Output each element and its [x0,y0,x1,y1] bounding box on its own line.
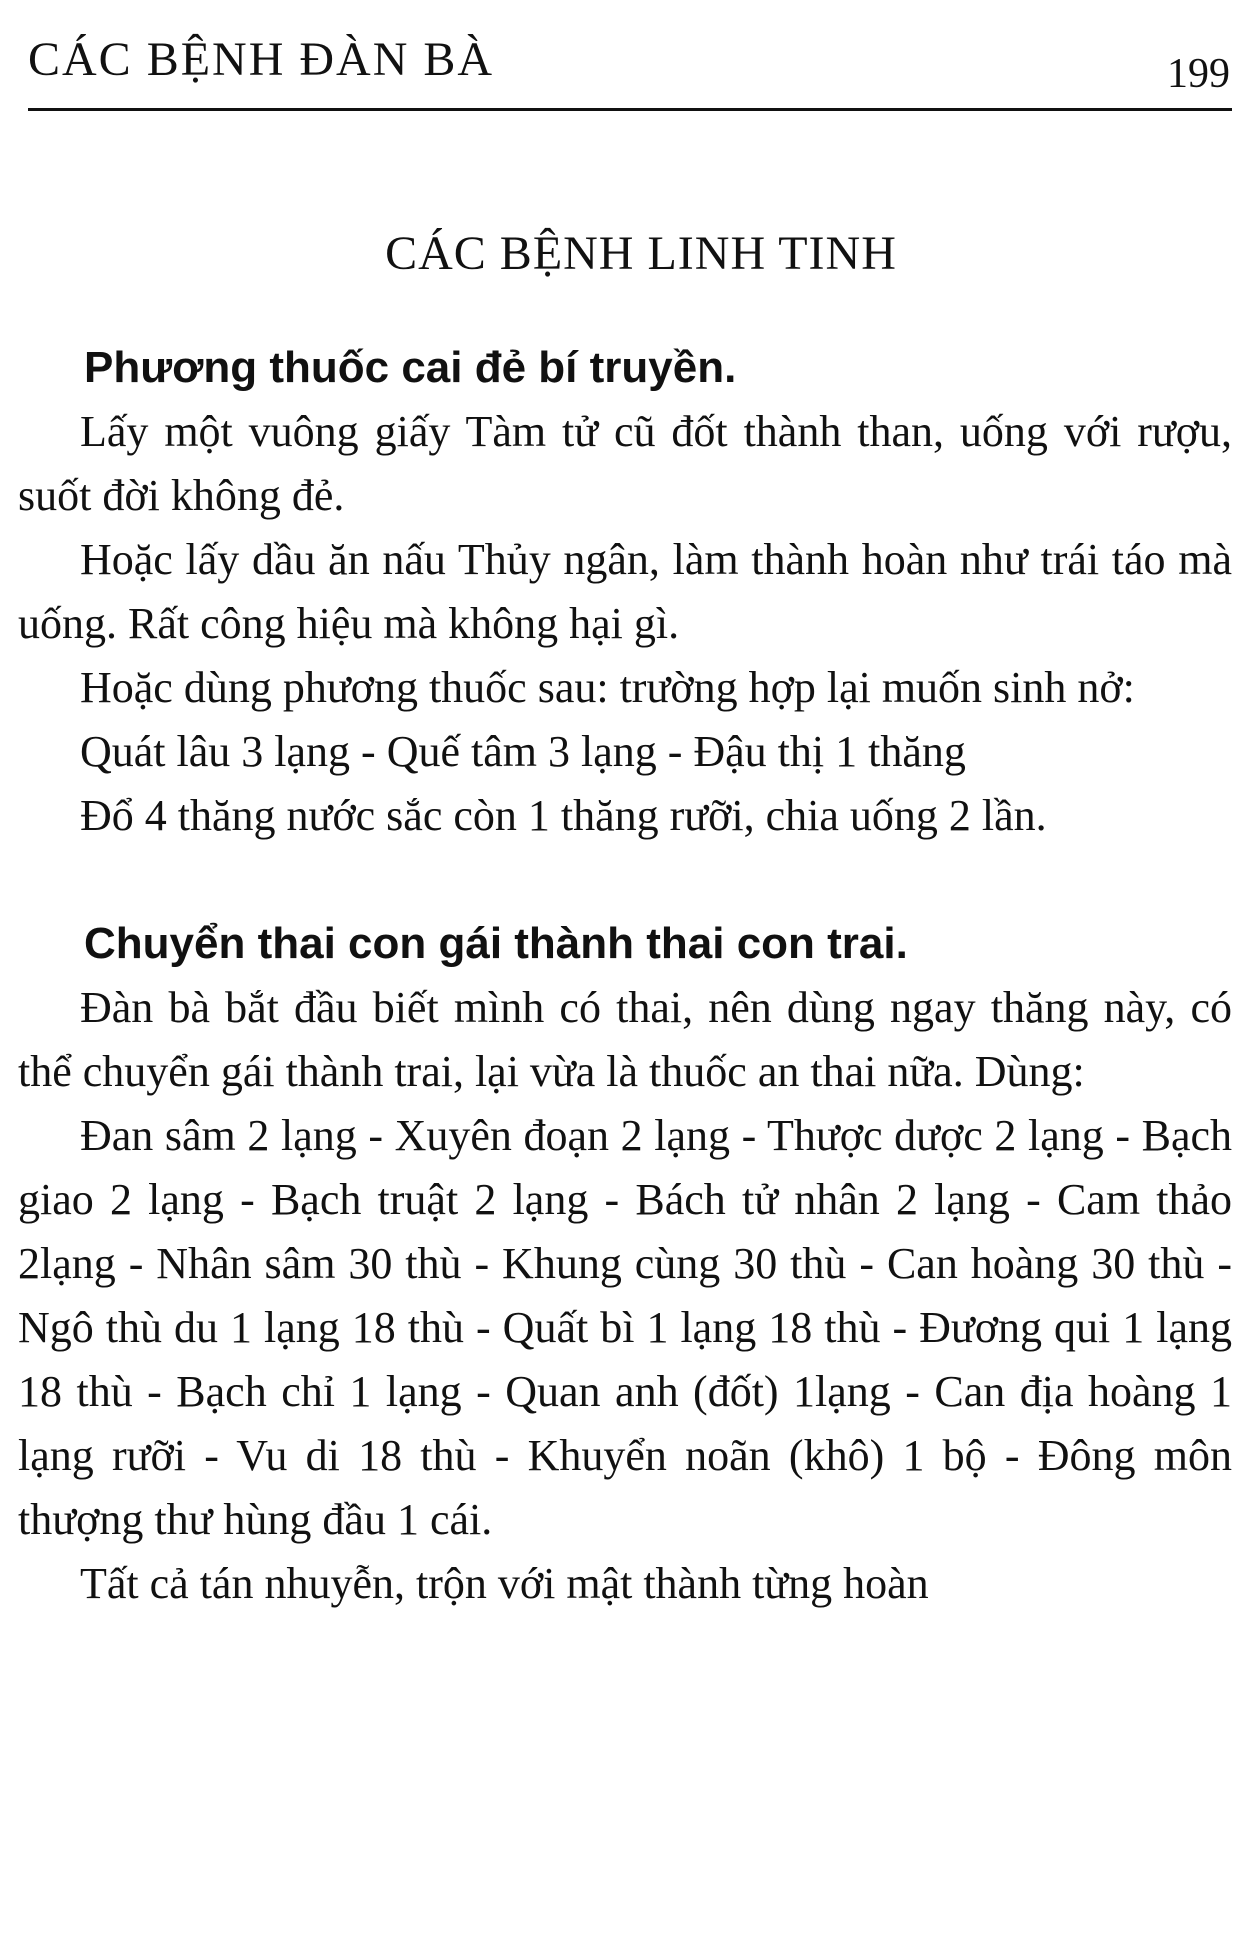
paragraph: Đổ 4 thăng nước sắc còn 1 thăng rưỡi, chia uống 2 lần. [80,791,1047,840]
running-title: CÁC BỆNH ĐÀN BÀ [28,33,495,86]
article-heading: Phương thuốc cai đẻ bí truyền. [84,343,737,392]
ingredient-list: Đan sâm 2 lạng - Xuyên đoạn 2 lạng - Thược dược 2 lạng - Bạch giao 2 lạng - Bạch truật 2 lạng - Bách tử nhân 2 lạng - Cam thảo 2lạng - Nhân sâm 30 thù - Khung cùng 30 thù - Can hoàng 30 thù - Ngô thù du 1 lạng 18 thù - Quất bì 1 lạng 18 thù - Đương qui 1 lạng 18 thù - Bạch chỉ 1 lạng - Quan anh (đốt) 1lạng - Can địa hoàng 1 lạng rưỡi - Vu di 18 thù - Khuyển noãn (khô) 1 bộ - Đông môn thượng thư hùng đầu 1 cái. [18,1111,1232,1544]
section-title: CÁC BỆNH LINH TINH [385,227,897,280]
article-contraception [18,336,1232,848]
header-rule [28,108,1232,111]
paragraph: Tất cả tán nhuyễn, trộn với mật thành từng hoàn [80,1559,929,1608]
running-header [28,26,1232,110]
article-gender [18,912,1232,1616]
paragraph: Lấy một vuông giấy Tàm tử cũ đốt thành than, uống với rượu, suốt đời không đẻ. [18,407,1232,520]
paragraph: Hoặc lấy dầu ăn nấu Thủy ngân, làm thành hoàn như trái táo mà uống. Rất công hiệu mà không hại gì. [18,535,1232,648]
page-body [18,336,1232,1616]
section-gap [18,848,1232,912]
paragraph: Đàn bà bắt đầu biết mình có thai, nên dùng ngay thăng này, có thể chuyển gái thành trai, lại vừa là thuốc an thai nữa. Dùng: [18,983,1232,1096]
ingredient-line: Quát lâu 3 lạng - Quế tâm 3 lạng - Đậu thị 1 thăng [80,727,966,776]
page-number: 199 [1167,51,1230,97]
paragraph: Hoặc dùng phương thuốc sau: trường hợp lại muốn sinh nở: [80,663,1135,712]
article-heading: Chuyển thai con gái thành thai con trai. [84,919,908,968]
